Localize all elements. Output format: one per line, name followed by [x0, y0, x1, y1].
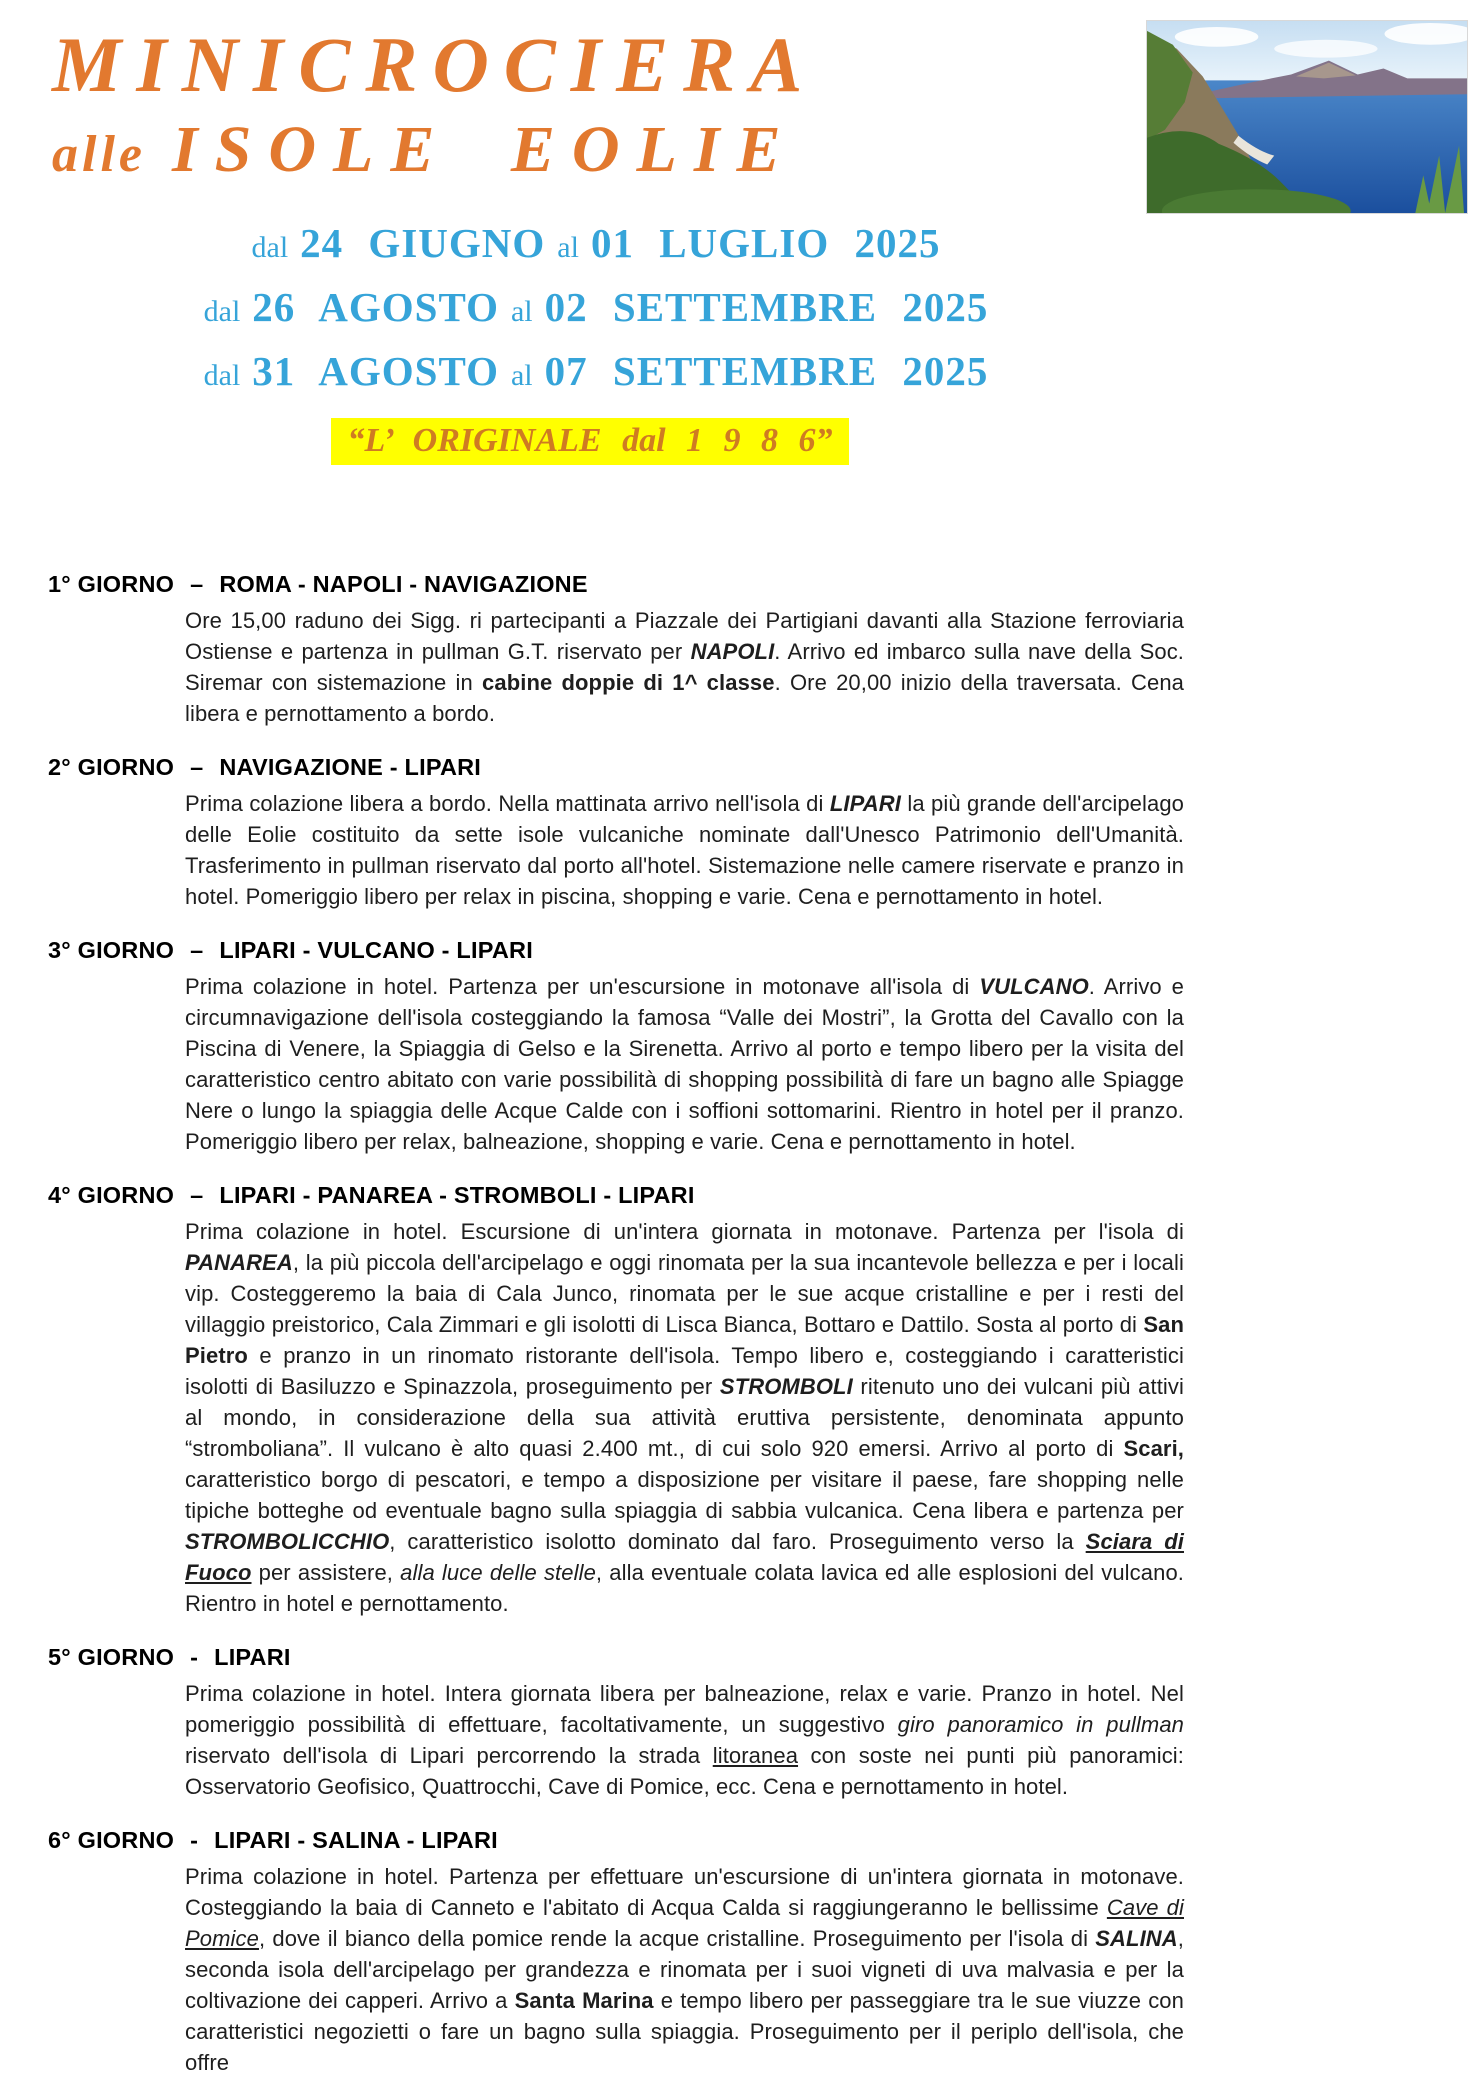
day-heading	[48, 1182, 1184, 1209]
date-to: 02 SETTEMBRE 2025	[544, 284, 989, 330]
text-segment: cabine doppie di 1^ classe	[482, 670, 775, 696]
date-prefix: dal	[251, 231, 289, 264]
day-paragraph	[185, 1861, 1184, 2078]
text-segment: LIPARI	[829, 791, 901, 817]
text-segment: SALINA	[1095, 1926, 1178, 1952]
day-heading	[48, 754, 1184, 781]
page-subtitle	[52, 112, 1136, 188]
departure-dates	[0, 216, 1180, 408]
day-number: 1° GIORNO	[48, 571, 175, 598]
date-mid: al	[510, 359, 533, 392]
text-segment: , alla eventuale colata lavica ed alle esplosioni del vulcano. Rientro in hotel e pernottamento.	[185, 1560, 1184, 1617]
day-section-1	[48, 571, 1184, 729]
text-segment: STROMBOLICCHIO	[185, 1529, 390, 1555]
day-heading	[48, 937, 1184, 964]
itinerary	[0, 571, 1484, 2078]
text-segment: Prima colazione in hotel. Partenza per un'escursione in motonave all'isola di	[185, 974, 980, 1000]
date-mid: al	[557, 231, 579, 264]
date-line-3	[0, 344, 1180, 408]
day-route: LIPARI - PANAREA - STROMBOLI - LIPARI	[219, 1182, 695, 1209]
day-number: 3° GIORNO	[48, 937, 175, 964]
day-separator: –	[190, 1182, 204, 1209]
header	[0, 20, 1484, 214]
day-number: 4° GIORNO	[48, 1182, 175, 1209]
text-segment: , dove il bianco della pomice rende la acque cristalline. Proseguimento per l'isola di	[258, 1926, 1096, 1952]
text-segment: . Arrivo ed imbarco sulla nave della Soc. Siremar con sistemazione in	[185, 639, 1185, 696]
date-from: 24 GIUGNO	[300, 220, 546, 266]
text-segment: PANAREA	[185, 1250, 293, 1276]
text-segment: , seconda isola dell'arcipelago per grandezza e rinomata per i suoi vigneti di uva malvasia e per la coltivazione dei capperi. Arrivo a	[185, 1926, 1184, 2014]
date-prefix: dal	[203, 295, 241, 328]
day-number: 5° GIORNO	[48, 1644, 175, 1671]
date-from: 26 AGOSTO	[252, 284, 499, 330]
day-heading	[48, 1827, 1184, 1854]
text-segment: VULCANO	[979, 974, 1089, 1000]
date-line-1	[0, 216, 1180, 280]
day-section-5	[48, 1644, 1184, 1802]
text-segment: Prima colazione in hotel. Intera giornata libera per balneazione, relax e varie. Pranzo in hotel. Nel pomeriggio possibilità di effettuare, facoltativamente, un suggestivo	[185, 1681, 1184, 1738]
day-paragraph	[185, 971, 1184, 1157]
text-segment: Prima colazione libera a bordo. Nella mattinata arrivo nell'isola di	[185, 791, 830, 817]
text-segment: e pranzo in un rinomato ristorante dell'isola. Tempo libero e, costeggiando i caratteristici isolotti di Basiluzzo e Spinazzola, proseguimento per	[185, 1343, 1184, 1400]
subtitle-prefix: alle	[52, 126, 146, 183]
text-segment: caratteristico borgo di pescatori, e tempo a disposizione per visitare il paese, fare shopping nelle tipiche botteghe od eventuale bagno sulla spiaggia di sabbia vulcanica. Cena libera e partenza per	[185, 1467, 1184, 1524]
day-heading	[48, 571, 1184, 598]
text-segment: . Ore 20,00 inizio della traversata. Cena libera e pernottamento a bordo.	[185, 670, 1184, 727]
day-separator: -	[190, 1644, 199, 1671]
text-segment: riservato dell'isola di Lipari percorrendo la strada	[185, 1743, 713, 1769]
date-from: 31 AGOSTO	[252, 348, 499, 394]
text-segment: con soste nei punti più panoramici: Osservatorio Geofisico, Quattrocchi, Cave di Pomice, ecc. Cena e pernottamento in hotel.	[185, 1743, 1185, 1800]
day-route: NAVIGAZIONE - LIPARI	[219, 754, 482, 781]
day-separator: –	[190, 754, 204, 781]
date-to: 01 LUGLIO 2025	[590, 220, 941, 266]
text-segment: Prima colazione in hotel. Escursione di un'intera giornata in motonave. Partenza per l'isola di	[185, 1219, 1184, 1245]
text-segment: e tempo libero per passeggiare tra le sue viuzze con caratteristici negozietti o fare un bagno sulla spiaggia. Proseguimento per il periplo dell'isola, che offre	[185, 1988, 1184, 2076]
day-heading	[48, 1644, 1184, 1671]
text-segment: , la più piccola dell'arcipelago e oggi rinomata per la sua incantevole bellezza e per i locali vip. Costeggeremo la baia di Cala Junco, rinomata per le sue acque cristalline e per i resti del villaggio preistorico, Cala Zimmari e gli isolotti di Lisca Bianca, Bottaro e Dattilo. Sosta al porto di	[185, 1250, 1184, 1338]
day-number: 2° GIORNO	[48, 754, 175, 781]
text-segment: Cave di Pomice	[185, 1895, 1184, 1952]
day-paragraph	[185, 1678, 1184, 1802]
day-paragraph	[185, 788, 1184, 912]
date-to: 07 SETTEMBRE 2025	[544, 348, 989, 394]
text-segment: la più grande dell'arcipelago delle Eolie costituito da sette isole vulcaniche nominate dall'Unesco Patrimonio dell'Umanità. Trasferimento in pullman riservato dal porto all'hotel. Sistemazione nelle camere riservate e pranzo in hotel. Pomeriggio libero per relax in piscina, shopping e varie. Cena e pernottamento in hotel.	[185, 791, 1184, 910]
text-segment: giro panoramico in pullman	[897, 1712, 1184, 1738]
text-segment: alla luce delle stelle	[400, 1560, 596, 1586]
day-section-6	[48, 1827, 1184, 2078]
text-segment: Santa Marina	[514, 1988, 654, 2014]
day-section-3	[48, 937, 1184, 1157]
day-route: LIPARI - VULCANO - LIPARI	[219, 937, 533, 964]
text-segment: San Pietro	[185, 1312, 1184, 1369]
day-paragraph	[185, 605, 1184, 729]
text-segment: , caratteristico isolotto dominato dal faro. Proseguimento verso la	[389, 1529, 1086, 1555]
text-segment: STROMBOLI	[719, 1374, 853, 1400]
subtitle-main: ISOLE EOLIE	[171, 113, 798, 186]
text-segment: NAPOLI	[690, 639, 775, 665]
date-prefix: dal	[203, 359, 241, 392]
title-block	[52, 20, 1136, 188]
text-segment: Prima colazione in hotel. Partenza per effettuare un'escursione di un'intera giornata in motonave. Costeggiando la baia di Canneto e l'abitato di Acqua Calda si raggiungeranno le bellissime	[185, 1864, 1184, 1921]
text-segment: Scari,	[1123, 1436, 1184, 1462]
text-segment: Sciara di Fuoco	[185, 1529, 1184, 1586]
day-route: LIPARI - SALINA - LIPARI	[214, 1827, 498, 1854]
hero-image	[1146, 20, 1468, 214]
day-separator: –	[190, 937, 204, 964]
date-mid: al	[510, 295, 533, 328]
text-segment: litoranea	[712, 1743, 799, 1769]
day-number: 6° GIORNO	[48, 1827, 175, 1854]
banner-row	[0, 418, 1180, 465]
day-separator: –	[190, 571, 204, 598]
day-route: ROMA - NAPOLI - NAVIGAZIONE	[219, 571, 588, 598]
text-segment: . Arrivo e circumnavigazione dell'isola costeggiando la famosa “Valle dei Mostri”, la Grotta del Cavallo con la Piscina di Venere, la Spiaggia di Gelso e la Sirenetta. Arrivo al porto e tempo libero per la visita del caratteristico centro abitato con varie possibilità di shopping possibilità di fare un bagno alle Spiagge Nere o lungo la spiaggia delle Acque Calde con i soffioni sottomarini. Rientro in hotel per il pranzo. Pomeriggio libero per relax, balneazione, shopping e varie. Cena e pernottamento in hotel.	[185, 974, 1185, 1155]
text-segment: per assistere,	[251, 1560, 401, 1586]
date-line-2	[0, 280, 1180, 344]
original-since-banner: “L’ ORIGINALE dal 1 9 8 6”	[331, 418, 848, 465]
day-section-4	[48, 1182, 1184, 1619]
day-separator: -	[190, 1827, 199, 1854]
day-route: LIPARI	[214, 1644, 291, 1671]
coastal-photo-illustration	[1147, 21, 1467, 213]
day-paragraph	[185, 1216, 1184, 1619]
text-segment: Ore 15,00 raduno dei Sigg. ri partecipanti a Piazzale dei Partigiani davanti alla Stazione ferroviaria Ostiense e partenza in pullman G.T. riservato per	[185, 608, 1184, 665]
text-segment: ritenuto uno dei vulcani più attivi al mondo, in considerazione della sua attività eruttiva persistente, denominata appunto “stromboliana”. Il vulcano è alto quasi 2.400 mt., di cui solo 920 emersi. Arrivo al porto di	[185, 1374, 1184, 1462]
day-section-2	[48, 754, 1184, 912]
page-title: MINICROCIERA	[52, 21, 818, 108]
